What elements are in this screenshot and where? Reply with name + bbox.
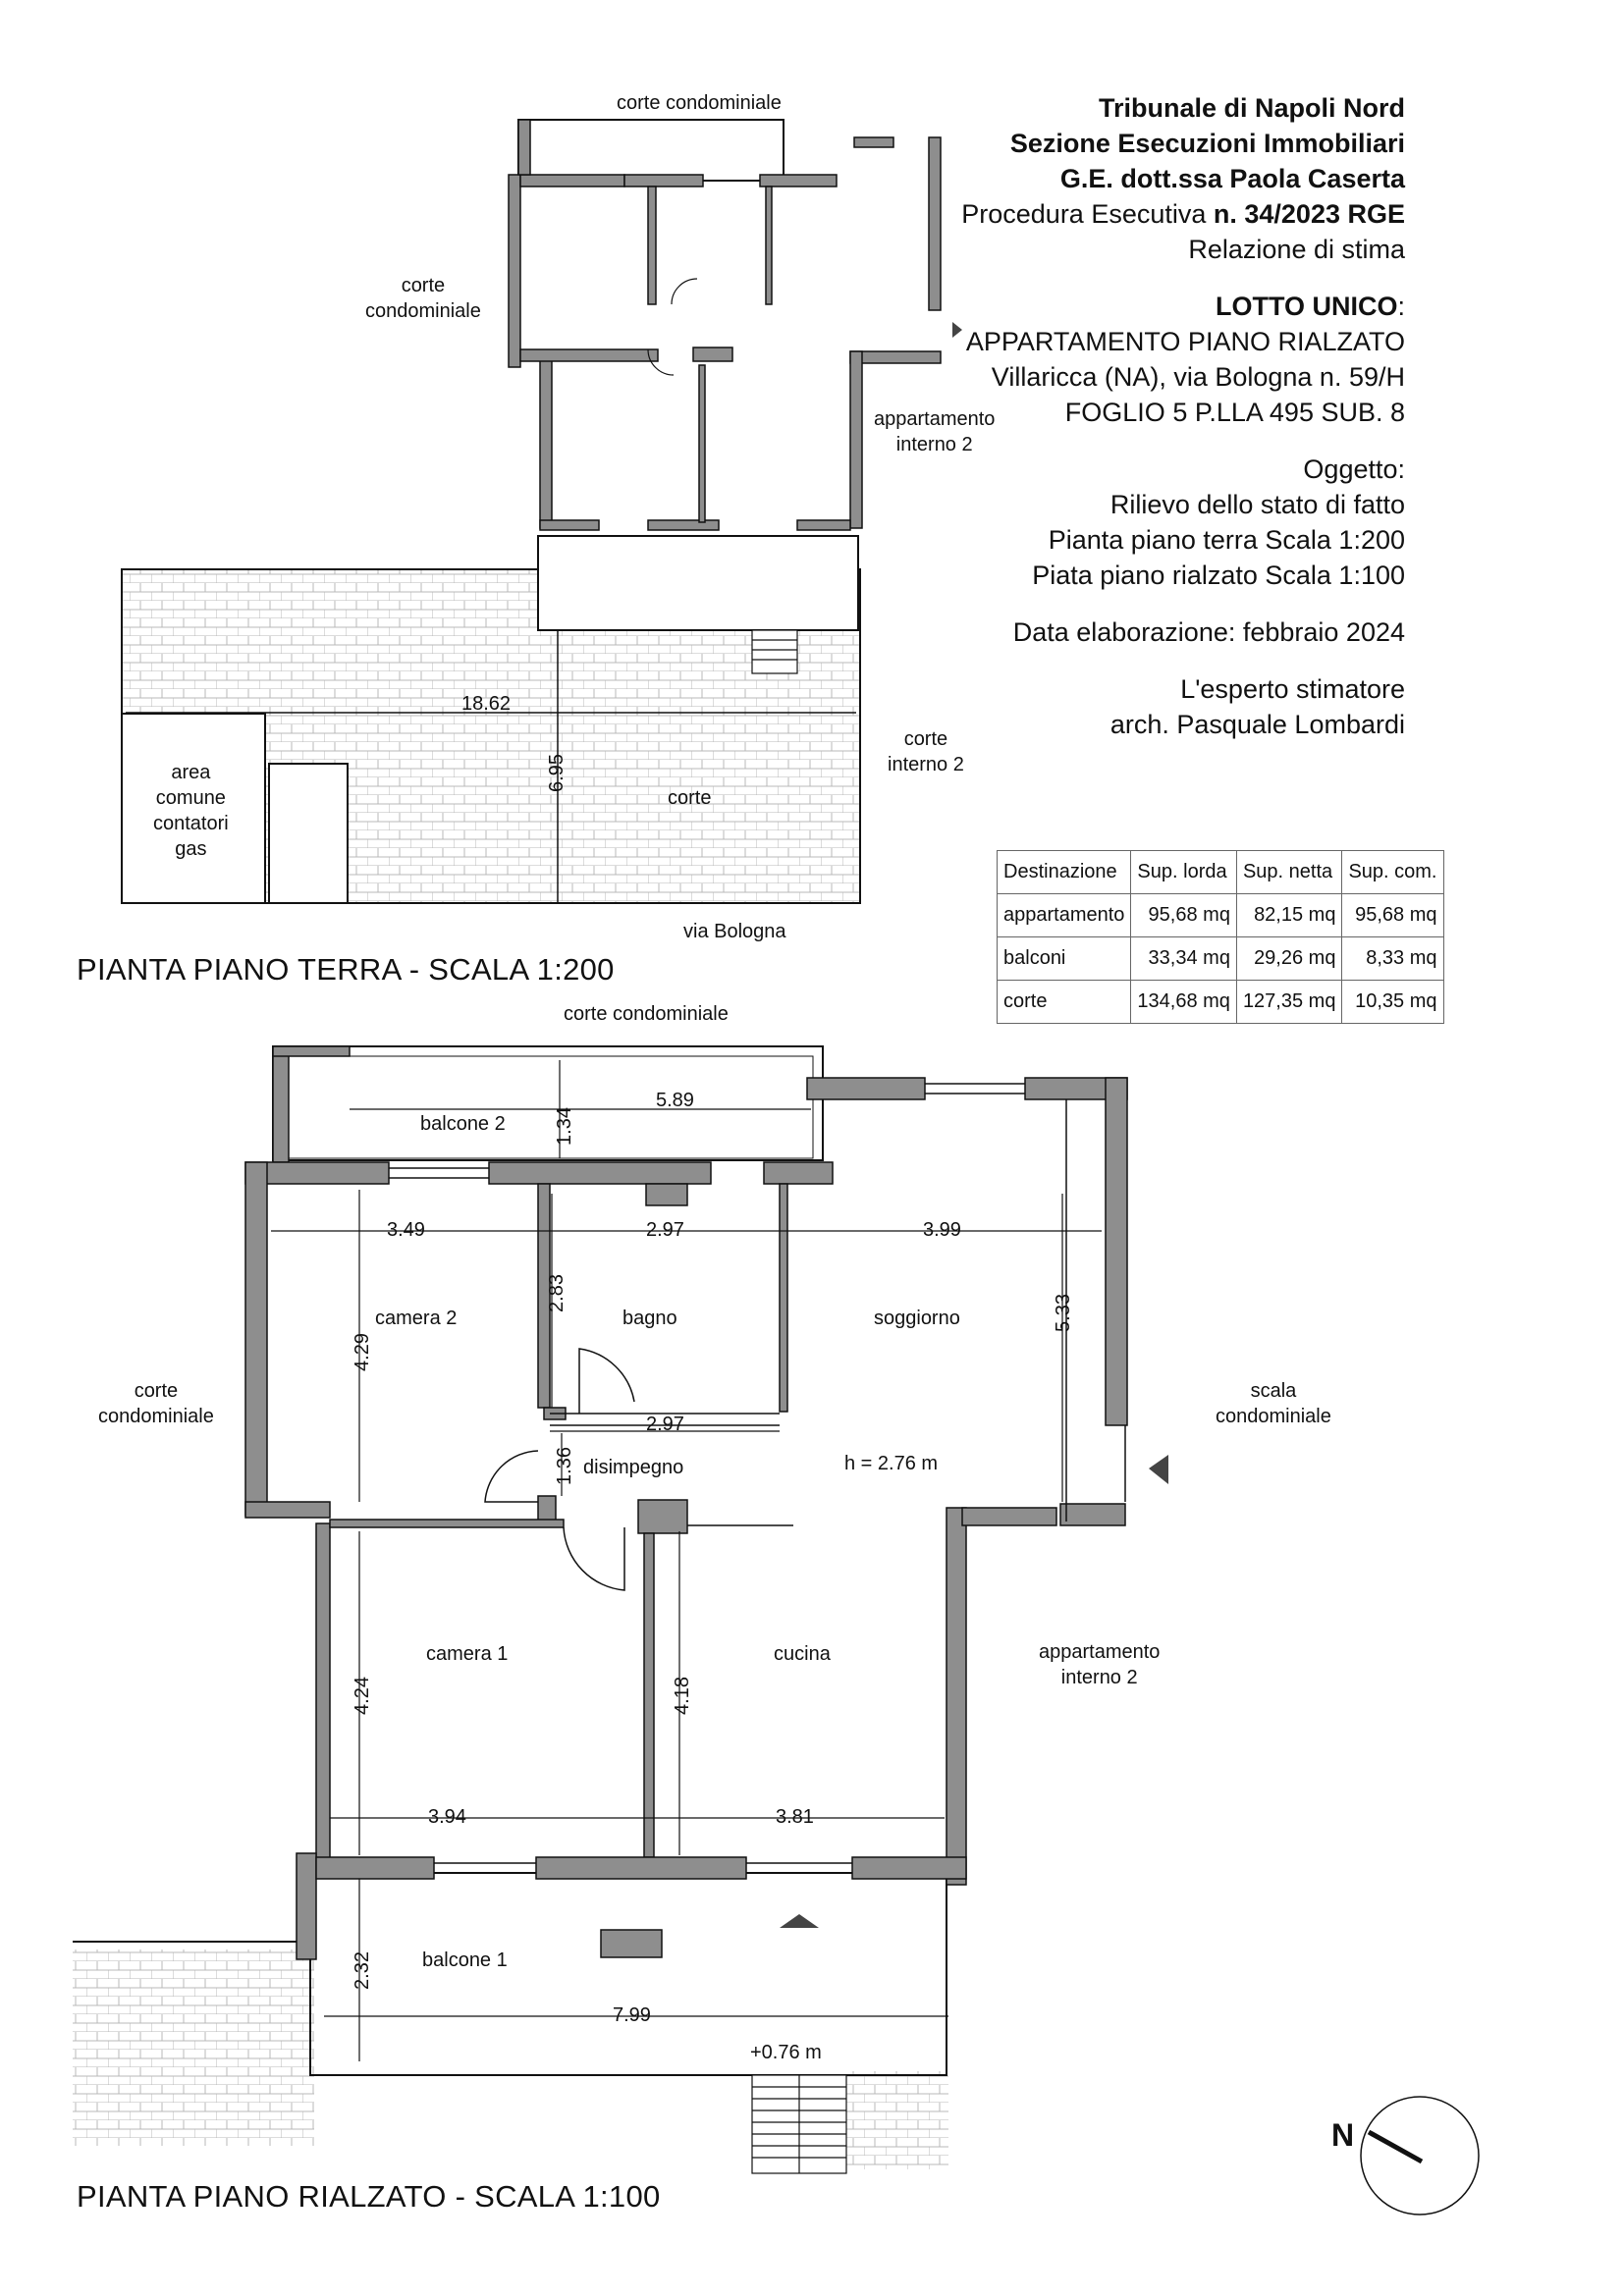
upper-plan-caption: PIANTA PIANO RIALZATO - SCALA 1:100 xyxy=(77,2179,661,2214)
ground-label-gas-1: area xyxy=(171,762,211,783)
balcone2-outline xyxy=(273,1046,823,1160)
upper-label-stair-2: condominiale xyxy=(1216,1406,1331,1427)
property-address: Villaricca (NA), via Bologna n. 59/H xyxy=(991,362,1405,392)
expert-title: L'esperto stimatore xyxy=(1180,674,1405,704)
room-camera-2: camera 2 xyxy=(375,1308,458,1329)
cell-sup-lorda: 33,34 mq xyxy=(1131,937,1237,981)
ground-label-apt-2: interno 2 xyxy=(895,434,973,455)
dim-bagno-depth: 2.83 xyxy=(545,1274,568,1312)
court-section: Sezione Esecuzioni Immobiliari xyxy=(1009,129,1405,158)
ground-door-swing-1 xyxy=(672,279,697,304)
ground-label-apt-1: appartamento xyxy=(874,408,996,430)
dim-cucina-depth: 4.18 xyxy=(671,1677,693,1715)
ground-label-street: via Bologna xyxy=(683,921,786,942)
lot-line xyxy=(961,289,1405,324)
lot-colon: : xyxy=(1397,292,1405,321)
dim-cucina-width: 3.81 xyxy=(776,1806,814,1828)
ground-label-corte-int-1: corte xyxy=(903,728,948,750)
courtyard-inner-box xyxy=(269,764,348,903)
dim-balcone2-width: 5.89 xyxy=(656,1090,694,1111)
procedure-number: n. 34/2023 RGE xyxy=(1213,199,1405,229)
north-label: N xyxy=(1331,2117,1355,2153)
cell-sup-netta: 127,35 mq xyxy=(1236,981,1342,1024)
cell-sup-lorda: 134,68 mq xyxy=(1131,981,1237,1024)
upper-thin-lines xyxy=(389,1084,1125,1873)
judge-name: G.E. dott.ssa Paola Caserta xyxy=(1059,164,1405,193)
col-sup-netta: Sup. netta xyxy=(1236,851,1342,894)
cell-sup-com: 10,35 mq xyxy=(1342,981,1443,1024)
cell-destinazione: balconi xyxy=(998,937,1131,981)
room-bagno: bagno xyxy=(622,1308,677,1329)
table-row xyxy=(998,937,1444,981)
upper-label-apt-2: interno 2 xyxy=(1060,1667,1138,1688)
stair-entry-arrow xyxy=(1149,1455,1168,1484)
dim-balcone1-width: 7.99 xyxy=(613,2004,651,2026)
upper-walls xyxy=(245,1046,1127,1959)
cell-destinazione: corte xyxy=(998,981,1131,1024)
table-row xyxy=(998,981,1444,1024)
cell-sup-com: 8,33 mq xyxy=(1342,937,1443,981)
room-cucina: cucina xyxy=(774,1643,831,1665)
upper-label-left xyxy=(98,1378,214,1429)
col-sup-com: Sup. com. xyxy=(1342,851,1443,894)
north-arrow xyxy=(1361,2097,1479,2215)
dim-bagno-width: 2.97 xyxy=(646,1219,684,1241)
upper-dimension-lines xyxy=(271,1060,1102,2061)
ground-label-left-1: corte xyxy=(401,275,446,296)
upper-label-stair-1: scala xyxy=(1250,1380,1297,1402)
room-disimpegno: disimpegno xyxy=(583,1457,684,1478)
ground-stairs xyxy=(752,630,797,673)
ground-label-corte-int xyxy=(888,726,964,777)
room-balcone-2: balcone 2 xyxy=(420,1113,506,1135)
dim-soggiorno-depth: 5.33 xyxy=(1052,1294,1074,1332)
dim-camera1-depth: 4.24 xyxy=(351,1677,373,1715)
ground-dim-width: 18.62 xyxy=(461,693,512,715)
cell-sup-com: 95,68 mq xyxy=(1342,894,1443,937)
cell-sup-lorda: 95,68 mq xyxy=(1131,894,1237,937)
dim-balcone2-depth: 1.34 xyxy=(553,1107,575,1146)
upper-label-apt-1: appartamento xyxy=(1039,1641,1161,1663)
dim-bagno-width-2: 2.97 xyxy=(646,1414,684,1435)
area-table xyxy=(997,850,1444,1024)
report-type: Relazione di stima xyxy=(1188,235,1405,264)
upper-label-left-2: condominiale xyxy=(98,1406,214,1427)
dim-camera1-width: 3.94 xyxy=(428,1806,466,1828)
ground-label-left xyxy=(365,273,481,324)
col-destinazione: Destinazione xyxy=(998,851,1131,894)
title-block xyxy=(961,90,1405,742)
ground-label-gas xyxy=(153,760,229,862)
dim-disimpegno-depth: 1.36 xyxy=(553,1447,575,1485)
object-line-1: Rilievo dello stato di fatto xyxy=(1109,490,1405,519)
ground-dim-depth: 6.95 xyxy=(545,754,568,792)
ground-label-corte-int-2: interno 2 xyxy=(888,754,964,775)
balcony-level: +0.76 m xyxy=(750,2042,822,2063)
balcony-level-arrow xyxy=(780,1914,819,1928)
ground-floor-plan xyxy=(122,120,962,903)
room-balcone-1: balcone 1 xyxy=(422,1949,508,1971)
cell-sup-netta: 82,15 mq xyxy=(1236,894,1342,937)
ground-label-apt xyxy=(874,406,995,457)
ground-label-gas-4: gas xyxy=(175,838,207,860)
dim-balcone1-depth: 2.32 xyxy=(351,1951,373,1990)
ground-top-balcony xyxy=(518,120,784,181)
cell-destinazione: appartamento xyxy=(998,894,1131,937)
ground-label-top: corte condominiale xyxy=(617,92,782,114)
balcone1-outline xyxy=(310,1873,947,2075)
cadastre-ref: FOGLIO 5 P.LLA 495 SUB. 8 xyxy=(1064,398,1405,427)
upper-stairs xyxy=(752,2075,846,2173)
table-row xyxy=(998,894,1444,937)
area-table-header xyxy=(998,851,1444,894)
upper-label-stair xyxy=(1216,1378,1331,1429)
object-line-3: Piata piano rialzato Scala 1:100 xyxy=(1032,561,1405,590)
procedure-prefix: Procedura Esecutiva xyxy=(961,199,1214,229)
terrace-tiles-right xyxy=(846,2071,948,2169)
dim-soggiorno-width: 3.99 xyxy=(923,1219,961,1241)
dim-camera2-depth: 4.29 xyxy=(351,1333,373,1371)
object-line-2: Pianta piano terra Scala 1:200 xyxy=(1048,525,1405,555)
upper-label-apt xyxy=(1039,1639,1160,1690)
object-title: Oggetto: xyxy=(1303,454,1405,484)
room-camera-1: camera 1 xyxy=(426,1643,509,1665)
ground-label-gas-3: contatori xyxy=(153,813,229,834)
lot-title: LOTTO UNICO xyxy=(1215,292,1398,321)
upper-label-top: corte condominiale xyxy=(564,1003,729,1025)
property-type: APPARTAMENTO PIANO RIALZATO xyxy=(965,327,1405,356)
expert-name: arch. Pasquale Lombardi xyxy=(1109,710,1405,739)
room-height: h = 2.76 m xyxy=(844,1453,939,1474)
ground-label-gas-2: comune xyxy=(155,787,226,809)
col-sup-lorda: Sup. lorda xyxy=(1131,851,1237,894)
ground-porch xyxy=(538,536,858,630)
terrace-tiles xyxy=(73,1949,314,2146)
upper-label-left-1: corte xyxy=(134,1380,179,1402)
cell-sup-netta: 29,26 mq xyxy=(1236,937,1342,981)
room-soggiorno: soggiorno xyxy=(874,1308,960,1329)
ground-label-corte: corte xyxy=(668,787,712,809)
balcone2-inner xyxy=(285,1056,813,1158)
court-name: Tribunale di Napoli Nord xyxy=(1098,93,1405,123)
elaboration-date: Data elaborazione: febbraio 2024 xyxy=(1012,617,1405,647)
ground-plan-caption: PIANTA PIANO TERRA - SCALA 1:200 xyxy=(77,952,615,987)
procedure-line xyxy=(961,196,1405,232)
dim-camera2-width: 3.49 xyxy=(387,1219,425,1241)
ground-label-left-2: condominiale xyxy=(365,300,481,322)
